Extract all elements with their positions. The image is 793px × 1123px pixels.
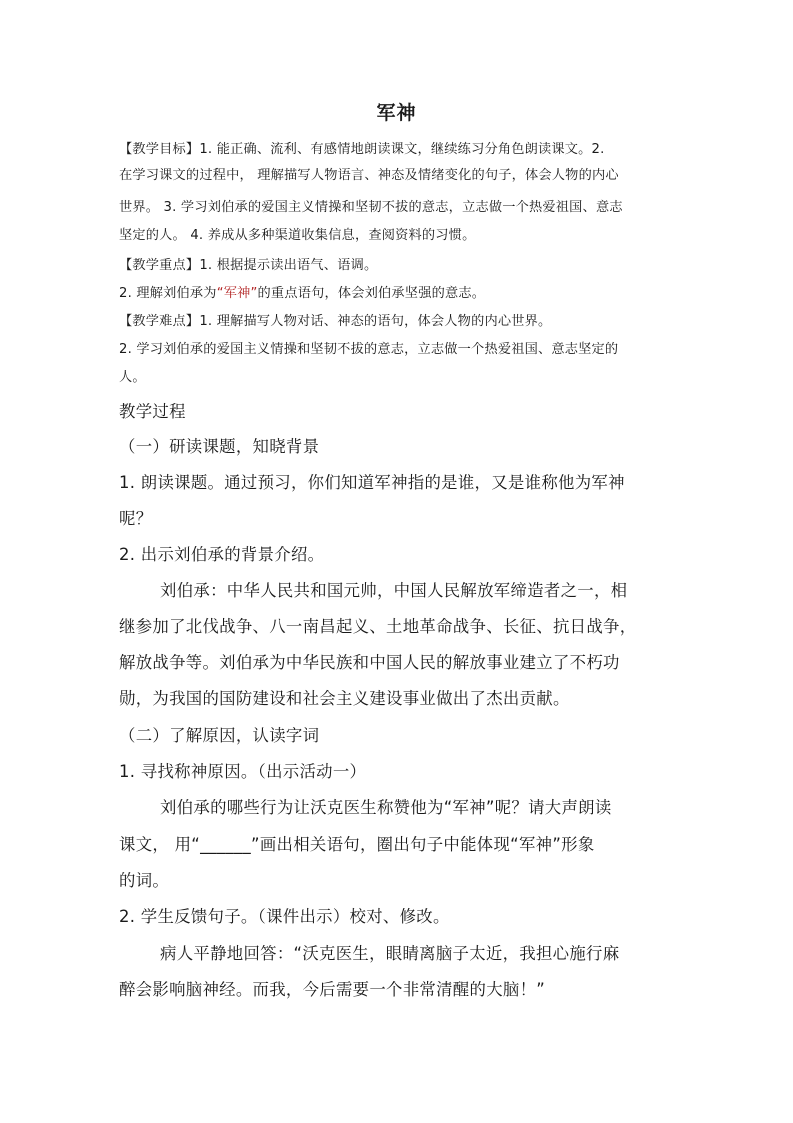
key-points-text-2b: 的重点语句，体会刘伯承坚强的意志。 bbox=[257, 286, 486, 301]
item-4: 2. 学生反馈句子。（课件出示）校对、修改。 bbox=[119, 907, 450, 926]
key-points-line-1 bbox=[119, 254, 377, 273]
item-1-line-2: 呢？ bbox=[119, 509, 153, 528]
objectives-line-1 bbox=[119, 138, 605, 157]
process-heading: 教学过程 bbox=[119, 402, 186, 421]
key-points-text-2a: 2. 理解刘伯承为 bbox=[119, 286, 217, 301]
item-2: 2. 出示刘伯承的背景介绍。 bbox=[119, 545, 325, 564]
activity-line-1: 刘伯承的哪些行为让沃克医生称赞他为“军神”呢？请大声朗读 bbox=[160, 798, 612, 817]
objectives-line-4: 坚定的人。 4. 养成从多种渠道收集信息，查阅资料的习惯。 bbox=[119, 228, 476, 243]
objectives-line-2: 在学习课文的过程中， 理解描写人物语言、神态及情绪变化的句子，体会人物的内心 bbox=[119, 168, 619, 183]
item-3: 1. 寻找称神原因。（出示活动一） bbox=[119, 762, 367, 781]
difficulties-text-1: 1. 理解描写人物对话、神态的语句，体会人物的内心世界。 bbox=[199, 314, 552, 329]
key-points-highlight: “军神” bbox=[216, 286, 258, 301]
difficulties-line-3: 人。 bbox=[119, 370, 146, 385]
bio-line-2: 继参加了北伐战争、八一南昌起义、土地革命战争、长征、抗日战争， bbox=[119, 617, 637, 636]
key-points-line-2 bbox=[119, 282, 485, 301]
activity-line-2: 课文， 用“______”画出相关语句，圈出句子中能体现“军神”形象 bbox=[119, 835, 595, 854]
activity-line-3: 的词。 bbox=[119, 871, 170, 890]
key-points-label: 【教学重点】 bbox=[119, 258, 200, 273]
page-title: 军神 bbox=[376, 102, 417, 124]
bio-line-1: 刘伯承：中华人民共和国元帅，中国人民解放军缔造者之一，相 bbox=[160, 581, 628, 600]
difficulties-line-2: 2. 学习刘伯承的爱国主义情操和坚韧不拔的意志，立志做一个热爱祖国、意志坚定的 bbox=[119, 342, 619, 357]
key-points-text-1: 1. 根据提示读出语气、语调。 bbox=[199, 258, 378, 273]
difficulties-line-1 bbox=[119, 310, 551, 329]
section-1-heading: （一）研读课题，知晓背景 bbox=[119, 437, 320, 456]
quote-line-2: 醉会影响脑神经。而我，今后需要一个非常清醒的大脑！” bbox=[119, 980, 546, 999]
bio-line-3: 解放战争等。刘伯承为中华民族和中国人民的解放事业建立了不朽功 bbox=[119, 653, 620, 672]
objectives-label: 【教学目标】 bbox=[119, 142, 200, 157]
quote-line-1: 病人平静地回答：“沃克医生，眼睛离脑子太近，我担心施行麻 bbox=[160, 944, 620, 963]
objectives-line-3: 世界。 3. 学习刘伯承的爱国主义情操和坚韧不拔的意志，立志做一个热爱祖国、意志 bbox=[119, 200, 623, 215]
objectives-text-1: 1. 能正确、流利、有感情地朗读课文，继续练习分角色朗读课文。2. bbox=[199, 142, 605, 157]
section-2-heading: （二）了解原因，认读字词 bbox=[119, 726, 320, 745]
difficulties-label: 【教学难点】 bbox=[119, 314, 200, 329]
bio-line-4: 勋，为我国的国防建设和社会主义建设事业做出了杰出贡献。 bbox=[119, 689, 570, 708]
item-1-line-1: 1. 朗读课题。通过预习，你们知道军神指的是谁，又是谁称他为军神 bbox=[119, 473, 625, 492]
